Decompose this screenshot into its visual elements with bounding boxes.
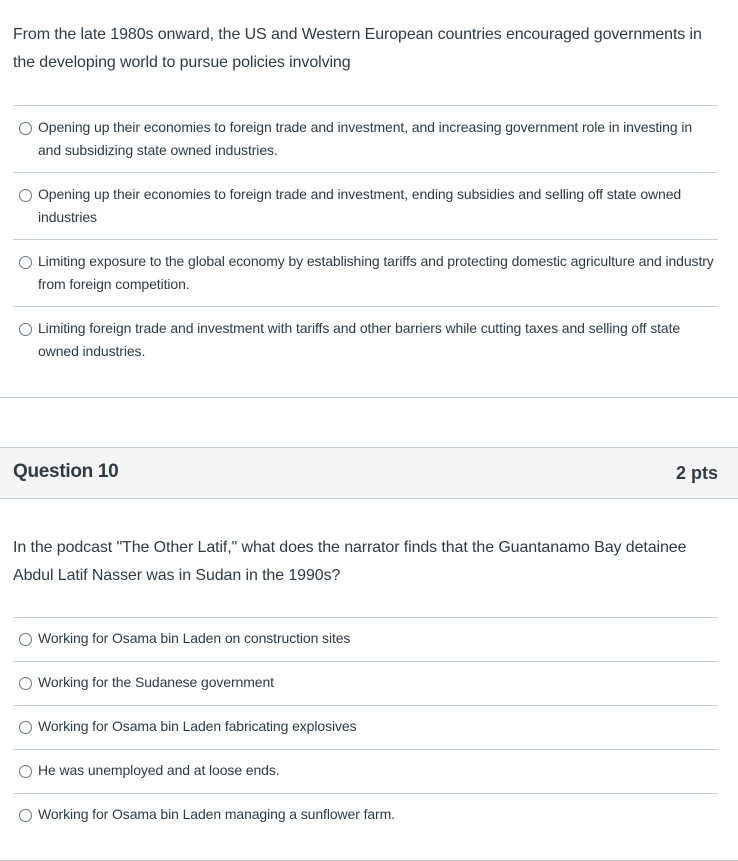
question-title: Question 10 <box>13 461 119 482</box>
radio-button[interactable] <box>19 633 32 646</box>
question-points: 2 pts <box>675 463 718 483</box>
question-10-header <box>0 447 738 499</box>
question-9-answers <box>13 105 718 373</box>
answer-label[interactable]: Working for Osama bin Laden managing a sunflower farm. <box>38 806 395 822</box>
answer-option[interactable] <box>13 306 718 373</box>
answer-label[interactable]: Limiting foreign trade and investment with tariffs and other barriers while cutting taxes and selling off state owned industries. <box>38 320 681 359</box>
answer-label[interactable]: Opening up their economies to foreign trade and investment, ending subsidies and selling off state owned industries <box>38 186 682 225</box>
answer-label[interactable]: Working for Osama bin Laden fabricating explosives <box>38 718 357 734</box>
answer-option[interactable] <box>13 617 718 661</box>
radio-button[interactable] <box>19 323 32 336</box>
answer-option[interactable] <box>13 749 718 793</box>
radio-button[interactable] <box>19 189 32 202</box>
question-divider <box>0 397 738 398</box>
radio-button[interactable] <box>19 809 32 822</box>
radio-button[interactable] <box>19 256 32 269</box>
question-9-text: From the late 1980s onward, the US and Western European countries encouraged governments in the developing world to pursue policies involving <box>13 26 702 71</box>
answer-label[interactable]: Opening up their economies to foreign trade and investment, and increasing government role in investing in and subsidizing state owned industries. <box>38 119 693 158</box>
answer-option[interactable] <box>13 239 718 306</box>
answer-label[interactable]: He was unemployed and at loose ends. <box>38 762 280 778</box>
answer-option[interactable] <box>13 661 718 705</box>
answer-option[interactable] <box>13 705 718 749</box>
answer-label[interactable]: Limiting exposure to the global economy by establishing tariffs and protecting domestic agriculture and industry from foreign competition. <box>38 253 714 292</box>
radio-button[interactable] <box>19 765 32 778</box>
answer-option[interactable] <box>13 793 718 837</box>
radio-button[interactable] <box>19 122 32 135</box>
answer-label[interactable]: Working for Osama bin Laden on construction sites <box>38 630 351 646</box>
radio-button[interactable] <box>19 677 32 690</box>
question-10-text: In the podcast "The Other Latif," what does the narrator finds that the Guantanamo Bay detainee Abdul Latif Nasser was in Sudan in the 1990s? <box>13 539 687 584</box>
answer-option[interactable] <box>13 172 718 239</box>
question-10-answers <box>13 617 718 837</box>
answer-option[interactable] <box>13 105 718 172</box>
radio-button[interactable] <box>19 721 32 734</box>
answer-label[interactable]: Working for the Sudanese government <box>38 674 274 690</box>
